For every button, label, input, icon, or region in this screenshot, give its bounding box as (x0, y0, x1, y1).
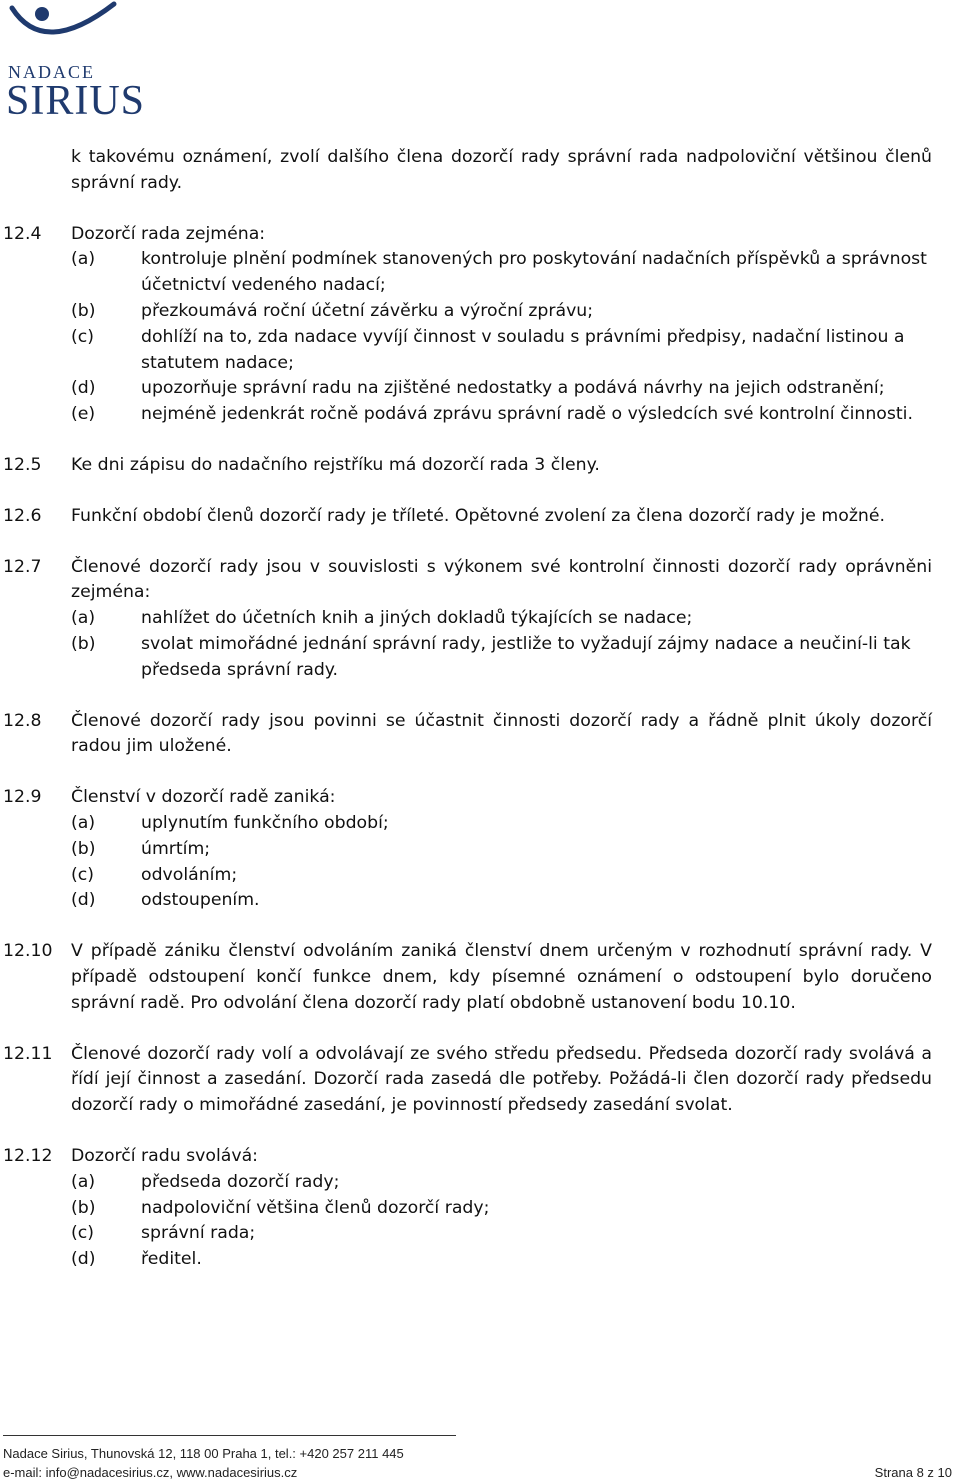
section-number: 12.5 (3, 454, 42, 475)
section-12-5 (0, 453, 960, 479)
logo-sirius: SIRIUS (6, 78, 146, 124)
section-number: 12.6 (3, 505, 42, 526)
list-item: (a) předseda dozorčí rady; (71, 1171, 340, 1192)
list-item: (a) kontroluje plnění podmínek stanovených pro poskytování nadačních příspěvků a správnost účetnictví vedeného nadací; (71, 249, 927, 296)
section-12-10 (0, 939, 960, 1016)
logo-nadace: NADACE (8, 62, 95, 82)
list-item: (b) svolat mimořádné jednání správní rady, jestliže to vyžadují zájmy nadace a neučiní-li tak předseda správní rady. (71, 633, 911, 680)
list-item: (a) nahlížet do účetních knih a jiných dokladů týkajících se nadace; (71, 608, 693, 629)
list-item: (d) odstoupením. (71, 890, 260, 911)
list-item: (c) odvoláním; (71, 864, 238, 885)
list-item: (b) nadpoloviční většina členů dozorčí rady; (71, 1197, 490, 1218)
section-text: Dozorčí radu svolává: (71, 1145, 258, 1166)
section-12-12 (0, 1144, 960, 1273)
list-item: (c) správní rada; (71, 1223, 256, 1244)
list-item: (b) přezkoumává roční účetní závěrku a výroční zprávu; (71, 300, 594, 321)
section-12-4 (0, 222, 960, 428)
section-text: Členové dozorčí rady volí a odvolávají ze svého středu předsedu. Předseda dozorčí rady svolává a řídí její činnost a zasedání. Dozorčí rada zasedá dle potřeby. Požádá-li člen dozorčí rady předsedu dozorčí rady o mimořádné zasedání, je povinností předsedy zasedání svolat. (71, 1043, 932, 1116)
section-number: 12.11 (3, 1043, 53, 1064)
section-number: 12.8 (3, 710, 42, 731)
section-text: Členové dozorčí rady jsou v souvislosti s výkonem své kontrolní činnosti dozorčí rady oprávněni zejména: (71, 556, 932, 603)
section-number: 12.4 (3, 223, 42, 244)
section-text: Funkční období členů dozorčí rady je tříleté. Opětovné zvolení za člena dozorčí rady je možné. (71, 505, 885, 526)
section-12-11 (0, 1042, 960, 1119)
footer-address: Nadace Sirius, Thunovská 12, 118 00 Praha 1, tel.: +420 257 211 445 (3, 1446, 404, 1461)
section-number: 12.7 (3, 556, 42, 577)
list-item: (d) upozorňuje správní radu na zjištěné nedostatky a podává návrhy na jejich odstranění; (71, 378, 885, 399)
section-number: 12.9 (3, 787, 42, 808)
section-text: V případě zániku členství odvoláním zaniká členství dnem určeným v rozhodnutí správní rady. V případě odstoupení končí funkce dnem, kdy písemné oznámení o odstoupení bylo doručeno správní radě. Pro odvolání člena dozorčí rady platí obdobně ustanovení bodu 10.10. (71, 941, 932, 1013)
section-12-8 (0, 709, 960, 761)
list-item: (e) nejméně jedenkrát ročně podává zprávu správní radě o výsledcích své kontrolní činnosti. (71, 404, 913, 425)
section-text: Členové dozorčí rady jsou povinni se účastnit činnosti dozorčí rady a řádně plnit úkoly dozorčí radou jim uložené. (71, 710, 932, 757)
section-text: Členství v dozorčí radě zaniká: (71, 787, 336, 808)
list-item: (a) uplynutím funkčního období; (71, 812, 389, 833)
section-text: Dozorčí rada zejména: (71, 223, 266, 244)
intro-paragraph: k takovému oznámení, zvolí dalšího člena dozorčí rady správní rada nadpoloviční většinou členů správní rady. (71, 147, 932, 193)
section-12-9 (0, 785, 960, 914)
section-text: Ke dni zápisu do nadačního rejstříku má dozorčí rada 3 členy. (71, 454, 600, 475)
footer-divider (3, 1435, 456, 1436)
nadace-sirius-logo (4, 0, 149, 125)
page-number: Strana 8 z 10 (874, 1465, 952, 1480)
document-body (0, 145, 960, 1298)
logo-arc-icon (4, 0, 149, 70)
footer-contact[interactable]: e-mail: info@nadacesirius.cz, www.nadacesirius.cz (3, 1465, 298, 1480)
section-number: 12.12 (3, 1145, 53, 1166)
section-12-6 (0, 504, 960, 530)
section-number: 12.10 (3, 941, 53, 962)
list-item: (c) dohlíží na to, zda nadace vyvíjí činnost v souladu s právními předpisy, nadační listinou a statutem nadace; (71, 326, 905, 373)
section-12-7 (0, 555, 960, 684)
list-item: (d) ředitel. (71, 1249, 202, 1270)
list-item: (b) úmrtím; (71, 838, 211, 859)
